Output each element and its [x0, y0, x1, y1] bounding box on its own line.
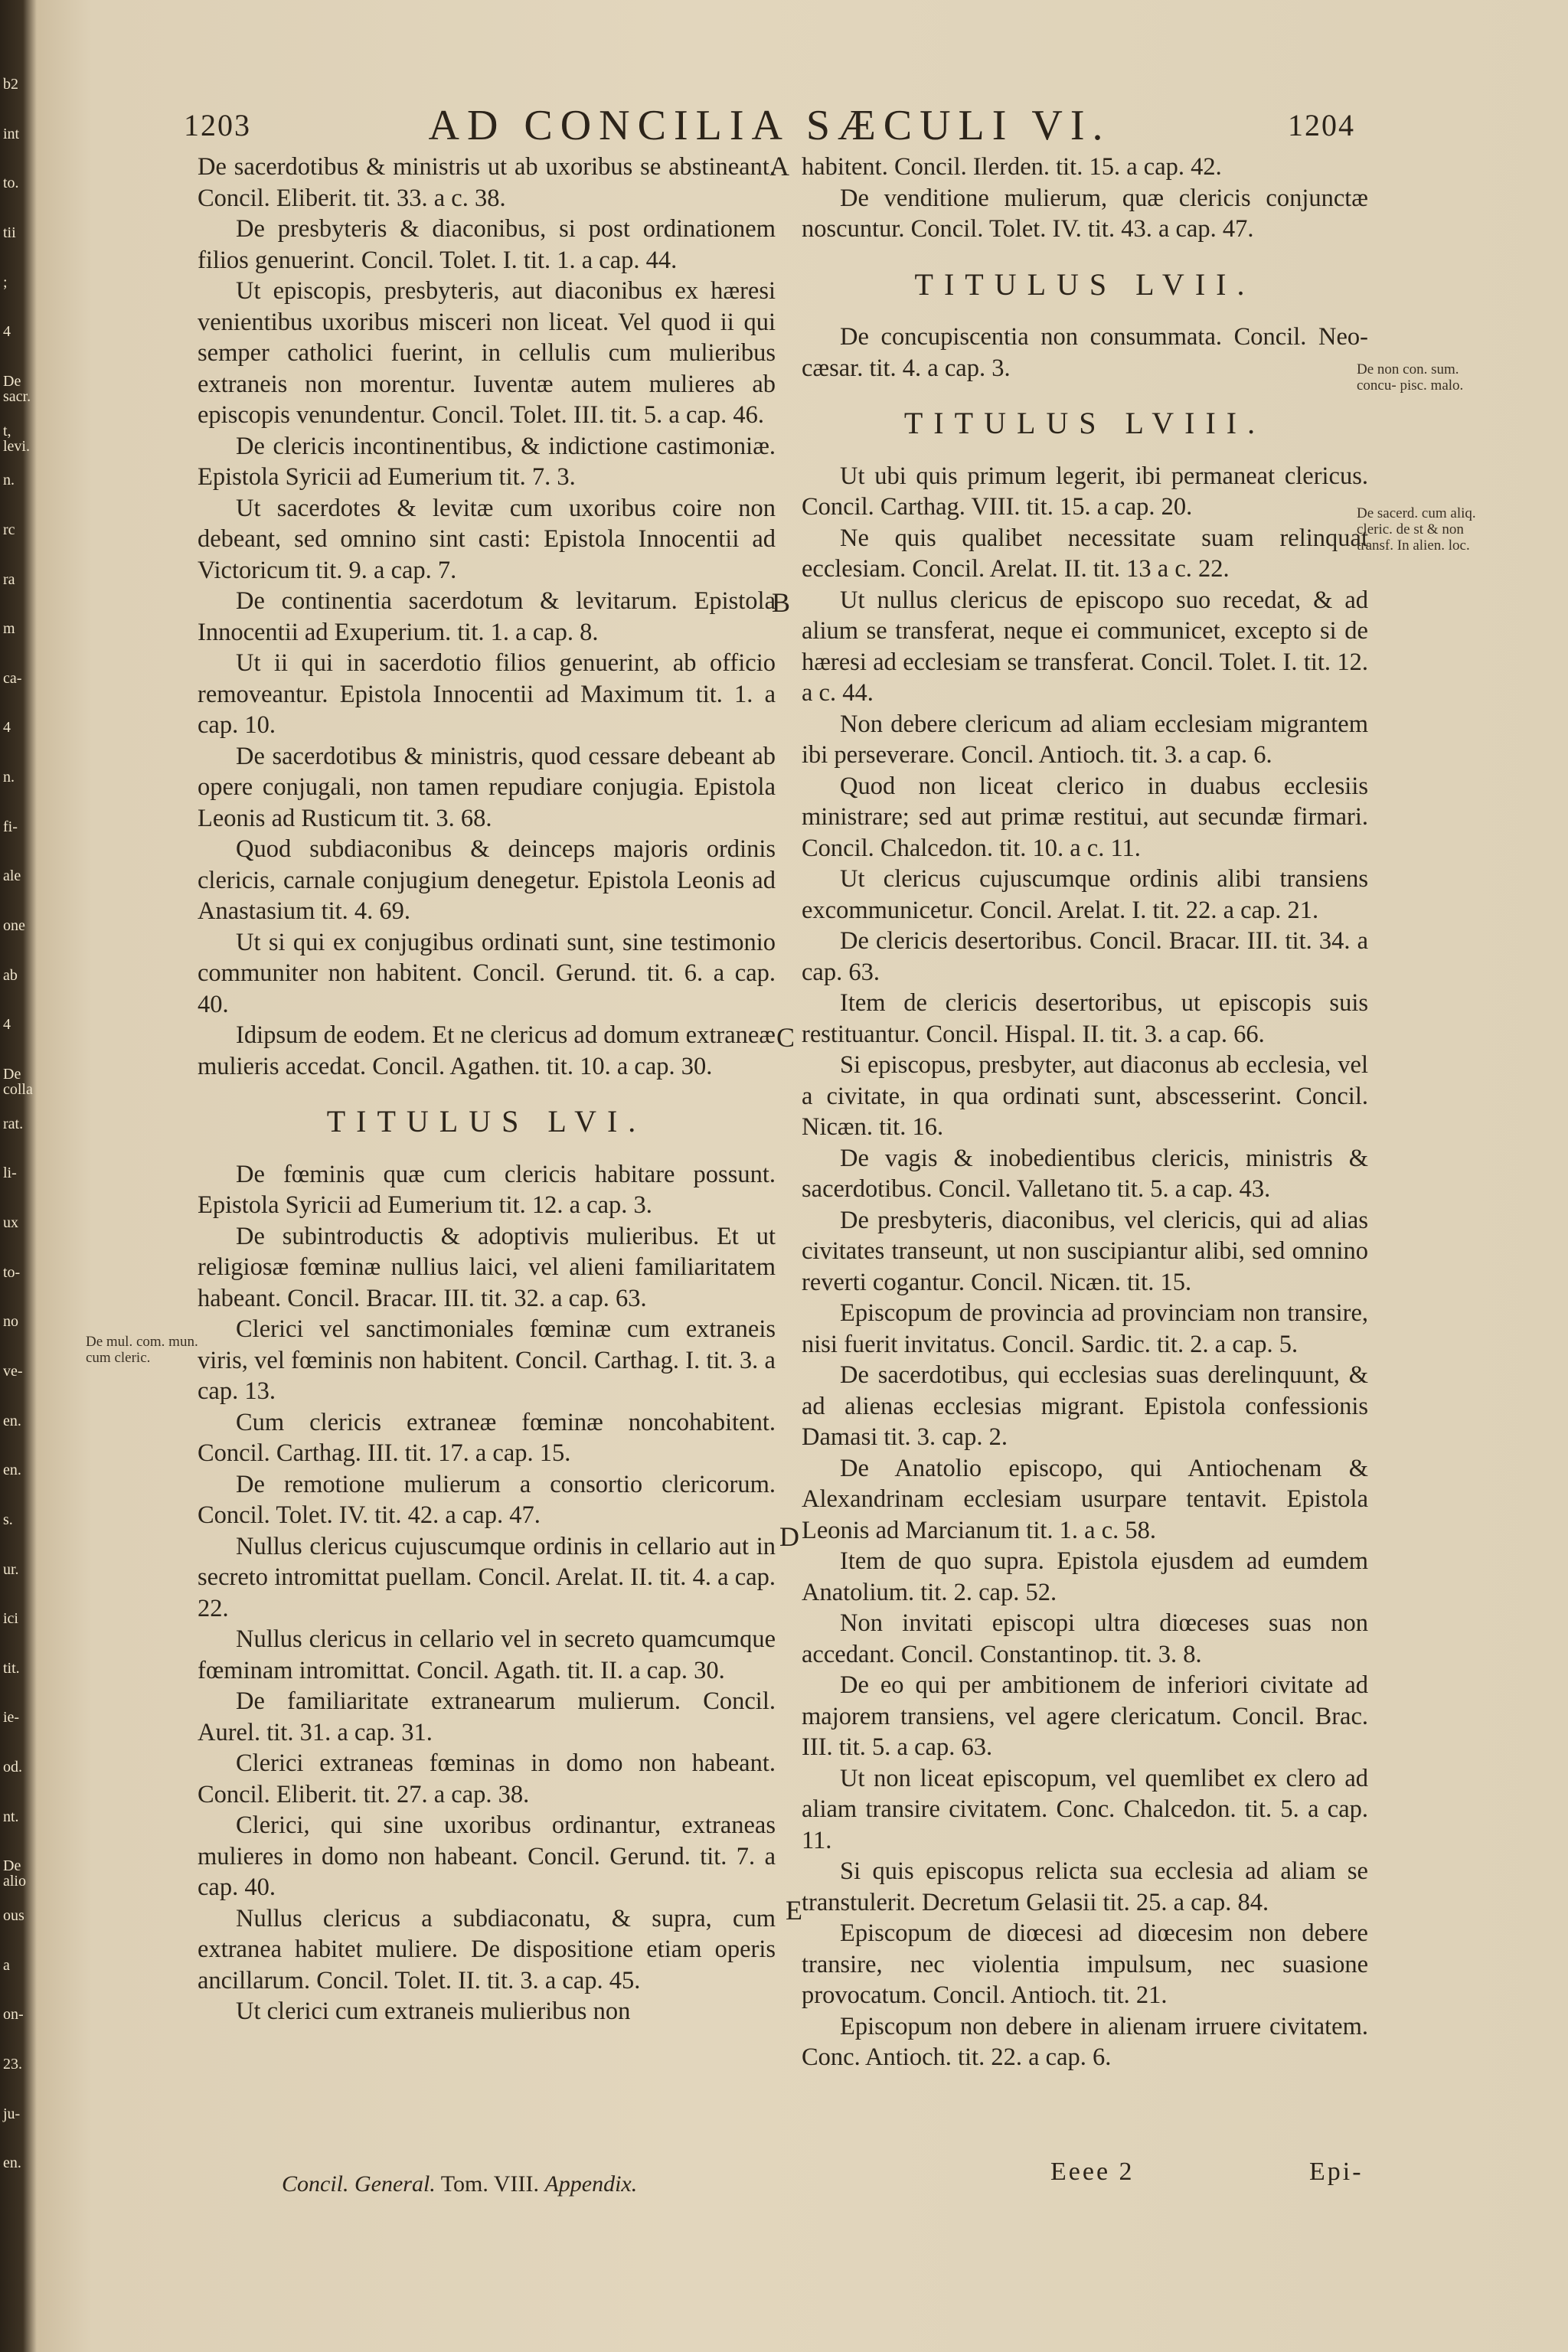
gutter-fragment: en.	[3, 2154, 21, 2171]
index-entry: De Anatolio episcopo, qui Antiochenam & Alexandrinam ecclesiam usurpare tentavit. Epistola Leonis ad Marcianum tit. 1. a c. 58.	[802, 1454, 1368, 1544]
gutter-fragment: li-	[3, 1165, 17, 1181]
gutter-fragment: ici	[3, 1610, 18, 1627]
page-number-right: 1204	[1288, 108, 1355, 142]
index-entry: Clerici, qui sine uxoribus ordinantur, extraneas mulieres in domo non habeant. Concil. Gerund. tit. 7. a cap. 40.	[198, 1811, 776, 1901]
gutter-fragment: n.	[3, 769, 15, 786]
index-entry: Idipsum de eodem. Et ne clericus ad domum extraneæ mulieris accedat. Concil. Agathen. tit. 10. a cap. 30.	[198, 1021, 776, 1080]
gutter-fragment: to.	[3, 175, 19, 191]
gutter-fragment: tit.	[3, 1660, 20, 1677]
index-entry: De subintroductis & adoptivis mulieribus. Et ut religiosæ fœminæ nullius laici, vel alieni familiaritatem habeant. Concil. Bracar. III. tit. 32. a cap. 63.	[198, 1222, 776, 1312]
footer-appendix: Appendix.	[544, 2171, 638, 2197]
index-entry: Episcopum de diœcesi ad diœcesim non debere transire, nec violentia impulsum, nec suasione provocatum. Concil. Antioch. tit. 21.	[802, 1919, 1368, 2009]
gutter-fragment: rc	[3, 521, 15, 538]
index-entry: Quod subdiaconibus & deinceps majoris ordinis clericis, carnale conjugium denegetur. Epistola Leonis ad Anastasium tit. 4. 69.	[198, 835, 776, 925]
index-entry: De sacerdotibus & ministris, quod cessare debeant ab opere conjugali, non tamen repudiare conjugia. Epistola Leonis ad Rusticum tit. 3. 68.	[198, 742, 776, 832]
index-entry: Nullus clericus cujuscumque ordinis in cellario aut in secreto intromittat puellam. Concil. Arelat. II. tit. 4. a cap. 22.	[198, 1532, 776, 1622]
gutter-fragment: ie-	[3, 1709, 20, 1726]
index-entry: habitent. Concil. Ilerden. tit. 15. a cap. 42.	[802, 153, 1222, 181]
index-entry: De clericis desertoribus. Concil. Bracar. III. tit. 34. a cap. 63.	[802, 927, 1368, 986]
gutter-fragment: n.	[3, 472, 15, 488]
index-entry: Nullus clericus a subdiaconatu, & supra, cum extranea habitet muliere. De dispositione etiam operis ancillarum. Concil. Tolet. II. tit. 3. a cap. 45.	[198, 1904, 776, 1994]
index-entry: Ut episcopis, presbyteris, aut diaconibus ex hæresi venientibus uxoribus misceri non liceat. Vel quod ii qui semper catholici fuerint, in cellulis cum mulieribus extraneis non morentur. Iuventæ autem mulieres ab episcopis venundentur. Concil. Tolet. III. tit. 5. a cap. 46.	[198, 277, 776, 429]
index-entry: Quod non liceat clerico in duabus ecclesiis ministrare; sed aut primæ restitui, aut secundæ firmari. Concil. Chalcedon. tit. 10. a c. 11.	[802, 772, 1368, 862]
gutter-fragment: 23.	[3, 2056, 22, 2073]
gutter-fragment: ur.	[3, 1561, 19, 1578]
page-footer	[282, 2171, 637, 2197]
section-letter: A	[769, 151, 789, 181]
index-entry: De venditione mulierum, quæ clericis conjunctæ noscuntur. Concil. Tolet. IV. tit. 43. a cap. 47.	[802, 184, 1368, 243]
index-entry: Si quis episcopus relicta sua ecclesia ad aliam se transtulerit. Decretum Gelasii tit. 25. a cap. 84.	[802, 1857, 1368, 1916]
index-entry: Ut nullus clericus de episcopo suo recedat, & ad alium se transferat, neque ei communicet, excepto si de hæresi ad ecclesiam se transferat. Concil. Tolet. I. tit. 12. a c. 44.	[802, 586, 1368, 707]
section-letter: D	[779, 1521, 799, 1552]
gutter-fragment: to-	[3, 1264, 21, 1281]
gutter-fragment: tii	[3, 224, 16, 241]
index-entry: Ne quis qualibet necessitate suam relinquat ecclesiam. Concil. Arelat. II. tit. 13 a c. 22.	[802, 524, 1368, 583]
gutter-fragment: on-	[3, 2006, 24, 2023]
gutter-fragment: one	[3, 917, 25, 934]
index-entry: De sacerdotibus & ministris ut ab uxoribus se abstineant. Concil. Eliberit. tit. 33. a c. 38.	[198, 153, 776, 212]
gutter-fragment: en.	[3, 1462, 21, 1478]
running-header	[184, 102, 1355, 153]
index-entry: Item de quo supra. Epistola ejusdem ad eumdem Anatolium. tit. 2. cap. 52.	[802, 1547, 1368, 1606]
gutter-fragment: ju-	[3, 2105, 21, 2122]
right-entries-bottom	[802, 461, 1368, 2073]
gutter-fragment: int	[3, 126, 20, 142]
gutter-fragment: 4	[3, 323, 11, 340]
titulus-heading: TITULUS LVI.	[326, 1104, 647, 1138]
gutter-fragment: ux	[3, 1214, 18, 1231]
index-entry: De familiaritate extranearum mulierum. Concil. Aurel. tit. 31. a cap. 31.	[198, 1687, 776, 1746]
gutter-fragment: ;	[3, 274, 8, 291]
index-entry: Episcopum de provincia ad provinciam non transire, nisi fuerit invitatus. Concil. Sardic. tit. 2. a cap. 5.	[802, 1299, 1368, 1358]
page-number-left: 1203	[184, 108, 251, 142]
index-entry: Si episcopus, presbyter, aut diaconus ab ecclesia, vel a civitate, in qua ordinati sunt, abscesserint. Concil. Nicæn. tit. 16.	[802, 1051, 1368, 1141]
index-entry: Nullus clericus in cellario vel in secreto quamcumque fœminam intromittat. Concil. Agath. tit. II. a cap. 30.	[198, 1625, 776, 1684]
signature-mark: Eeee 2	[1050, 2158, 1135, 2186]
index-entry: Ut ubi quis primum legerit, ibi permaneat clericus. Concil. Carthag. VIII. tit. 15. a cap. 20.	[802, 462, 1368, 521]
index-entry: Ut ii qui in sacerdotio filios genuerint, ab officio removeantur. Epistola Innocentii ad Maximum tit. 1. a cap. 10.	[198, 649, 776, 739]
gutter-fragment: no	[3, 1313, 18, 1330]
gutter-fragment: en.	[3, 1413, 21, 1429]
gutter-fragment: ale	[3, 867, 21, 884]
section-letter: B	[772, 587, 791, 618]
left-column	[198, 152, 776, 2027]
index-entry: De continentia sacerdotum & levitarum. Epistola Innocentii ad Exuperium. tit. 1. a cap. 8.	[198, 587, 776, 646]
gutter-fragment: 4	[3, 719, 11, 736]
gutter-fragment: od.	[3, 1759, 22, 1775]
index-entry: De sacerdotibus, qui ecclesias suas derelinquunt, & ad alienas ecclesias migrant. Epistola confessionis Damasi tit. 3. cap. 2.	[802, 1361, 1368, 1451]
gutter-fragment: 4	[3, 1016, 11, 1033]
catchword: Epi-	[1309, 2158, 1364, 2186]
index-entry: Non debere clericum ad aliam ecclesiam migrantem ibi perseverare. Concil. Antioch. tit. 3. a cap. 6.	[802, 710, 1368, 769]
gutter-fragment: t, levi.	[3, 423, 30, 455]
section-letter: E	[786, 1895, 802, 1926]
header-title: AD CONCILIA SÆCULI VI.	[428, 102, 1111, 149]
gutter-fragment: De alio	[3, 1857, 26, 1890]
gutter-fragment: De colla	[3, 1066, 33, 1098]
margin-note: De mul. com. mun. cum cleric.	[86, 1334, 198, 1366]
gutter-fragment: m	[3, 620, 15, 637]
margin-note: De non con. sum. concu- pisc. malo.	[1357, 361, 1464, 394]
index-entry: Clerici extraneas fœminas in domo non habeant. Concil. Eliberit. tit. 27. a cap. 38.	[198, 1749, 776, 1808]
left-entries-before-title	[198, 152, 776, 1082]
index-entry: De vagis & inobedientibus clericis, ministris & sacerdotibus. Concil. Valletano tit. 5. a cap. 43.	[802, 1144, 1368, 1203]
gutter-fragment: ab	[3, 967, 18, 984]
gutter-fragment: ra	[3, 571, 15, 588]
gutter-fragment: ous	[3, 1907, 24, 1924]
gutter-fragment: rat.	[3, 1116, 24, 1132]
gutter-fragment: De sacr.	[3, 373, 31, 405]
index-entry: Ut clerici cum extraneis mulieribus non	[236, 1998, 631, 2025]
gutter-fragment: ve-	[3, 1363, 23, 1380]
titulus-heading: TITULUS LVIII.	[903, 406, 1266, 440]
index-entry: Ut sacerdotes & levitæ cum uxoribus coire non debeant, sed omnino sint casti: Epistola Innocentii ad Victoricum tit. 9. a cap. 7.	[198, 494, 776, 584]
gutter-fragment: b2	[3, 76, 18, 93]
index-entry: Non invitati episcopi ultra diœceses suas non accedant. Concil. Constantinop. tit. 3. 8.	[802, 1609, 1368, 1668]
index-entry: De presbyteris, diaconibus, vel clericis, qui ad alias civitates transeunt, ut non suscipiantur alibi, sed omnino reverti cogantur. Concil. Nicæn. tit. 15.	[802, 1206, 1368, 1296]
margin-note: De sacerd. cum aliq. cleric. de st & non transf. In alien. loc.	[1357, 505, 1476, 554]
footer-collection: Concil. General.	[282, 2171, 436, 2197]
index-entry: Ut clericus cujuscumque ordinis alibi transiens excommunicetur. Concil. Arelat. I. tit. 22. a cap. 21.	[802, 865, 1368, 924]
footer-tome: Tom. VIII.	[440, 2171, 539, 2197]
index-entry: Ut non liceat episcopum, vel quemlibet ex clero ad aliam transire civitatem. Conc. Chalcedon. tit. 5. a cap. 11.	[802, 1764, 1368, 1854]
gutter-fragment: fi-	[3, 818, 18, 835]
gutter-fragment: a	[3, 1957, 10, 1974]
section-letter: C	[776, 1022, 795, 1053]
index-entry: De eo qui per ambitionem de inferiori civitate ad majorem transiens, vel agere clericatum. Concil. Brac. III. tit. 5. a cap. 63.	[802, 1671, 1368, 1761]
gutter-fragment: ca-	[3, 670, 22, 687]
index-entry: De fœminis quæ cum clericis habitare possunt. Epistola Syricii ad Eumerium tit. 12. a cap. 3.	[198, 1160, 776, 1219]
gutter-fragment: nt.	[3, 1808, 19, 1825]
index-entry: De concupiscentia non consummata. Concil. Neo-cæsar. tit. 4. a cap. 3.	[802, 323, 1368, 382]
index-entry: Ut si qui ex conjugibus ordinati sunt, sine testimonio communiter non habitent. Concil. Gerund. tit. 6. a cap. 40.	[198, 928, 776, 1018]
index-entry: Item de clericis desertoribus, ut episcopis suis restituantur. Concil. Hispal. II. tit. 3. a cap. 66.	[802, 989, 1368, 1048]
index-entry: De clericis incontinentibus, & indictione castimoniæ. Epistola Syricii ad Eumerium tit. 7. 3.	[198, 432, 776, 491]
index-entry: Episcopum non debere in alienam irruere civitatem. Conc. Antioch. tit. 22. a cap. 6.	[802, 2012, 1368, 2071]
index-entry: Cum clericis extraneæ fœminæ noncohabitent. Concil. Carthag. III. tit. 17. a cap. 15.	[198, 1408, 776, 1467]
right-column	[802, 152, 1368, 2073]
index-entry: Clerici vel sanctimoniales fœminæ cum extraneis viris, vel fœminis non habitent. Concil. Carthag. I. tit. 3. a cap. 13.	[198, 1315, 776, 1405]
left-entries-after-title	[198, 1159, 776, 2027]
index-entry: De remotione mulierum a consortio clericorum. Concil. Tolet. IV. tit. 42. a cap. 47.	[198, 1470, 776, 1529]
right-entries-middle	[802, 322, 1368, 384]
gutter-fragment: s.	[3, 1511, 13, 1528]
right-entries-top	[802, 152, 1368, 245]
titulus-heading: TITULUS LVII.	[914, 266, 1256, 302]
index-entry: De presbyteris & diaconibus, si post ordinationem filios genuerint. Concil. Tolet. I. tit. 1. a cap. 44.	[198, 215, 776, 274]
